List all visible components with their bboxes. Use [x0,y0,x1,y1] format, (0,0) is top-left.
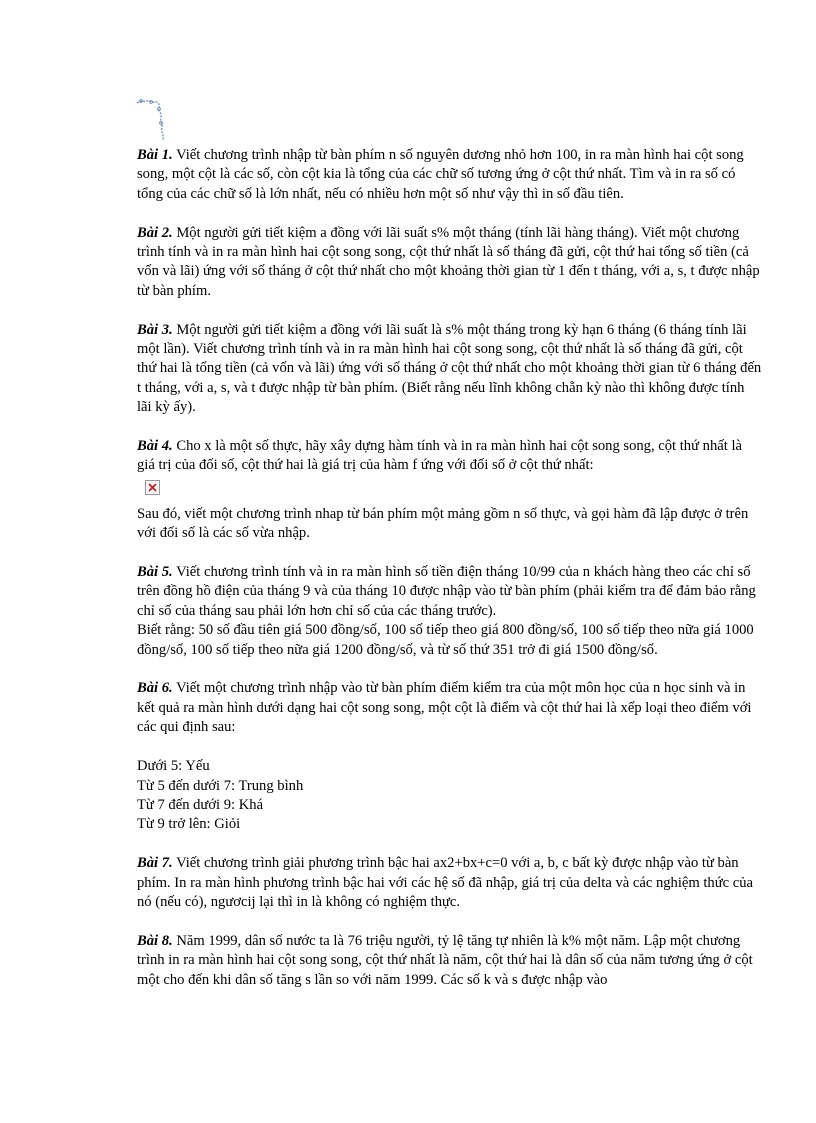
exercise-5 [137,563,762,621]
exercise-4-followup: Sau đó, viết một chương trình nhap từ bán phím một mảng gồm n số thực, và gọi hàm đã lập được ở trên với đối số là các số vừa nhập. [137,505,749,542]
decorative-corner-flourish [133,97,173,145]
exercise-5-pricing: Biết rằng: 50 số đầu tiên giá 500 đồng/số, 100 số tiếp theo giá 800 đồng/số, 100 số tiếp theo nữa giá 1000 đồng/số, 100 số tiếp theo nữa giá 1200 đồng/số, và từ số thứ 351 trở đi giá 1500 đồng/số. [137,622,754,658]
exercise-text: Một người gửi tiết kiệm a đồng với lãi suất s% một tháng (tính lãi hàng tháng). Viết một chương trình tính và in ra màn hình hai cột song song, cột thứ nhất là số tháng đã gửi, cột thứ hai tổng số tiền (cả vốn và lãi) ứng với số tháng ở cột thứ nhất cho một khoảng thời gian từ 1 đến t tháng, với a, s, t được nhập từ bàn phím. [137,224,760,299]
exercise-text: Năm 1999, dân số nước ta là 76 triệu người, tỷ lệ tăng tự nhiên là k% một năm. Lập một chương trình in ra màn hình hai cột song song, cột thứ nhất là năm, cột thứ hai là dân số của năm tương ứng ở cột một cho đến khi dân số tăng s lần so với năm 1999. Các số k và s được nhập vào [137,932,753,988]
exercise-text: Viết chương trình giải phương trình bậc hai ax2+bx+c=0 với a, b, c bất kỳ được nhập vào từ bàn phím. In ra màn hình phương trình bậc hai với các hệ số đã nhập, giá trị của delta và các nghiệm thức của nó (nếu có), ngươcij lại thì in là không có nghiệm thực. [137,855,754,910]
exercise-7 [137,854,762,912]
grade-item: Từ 9 trở lên: Giỏi [137,816,241,833]
exercise-label: Bài 5. [137,564,173,581]
exercise-1 [137,146,762,204]
exercise-label: Bài 6. [137,680,173,697]
broken-image-icon [145,480,160,495]
grade-item: Từ 7 đến dưới 9: Khá [137,796,264,813]
grade-item: Từ 5 đến dưới 7: Trung bình [137,777,304,794]
exercise-label: Bài 2. [137,224,173,241]
exercise-2 [137,224,762,302]
exercise-text: Viết một chương trình nhập vào từ bàn phím điểm kiểm tra của một môn học của n học sinh và in kết quả ra màn hình dưới dạng hai cột song song, một cột là điểm và cột thứ hai là xếp loại theo điểm với các qui định sau: [137,680,752,736]
exercise-6 [137,679,762,737]
exercise-label: Bài 7. [137,855,173,872]
exercise-3 [137,321,762,418]
exercise-label: Bài 3. [137,321,173,338]
grade-item: Dưới 5: Yếu [137,758,210,775]
exercise-text: Cho x là một số thực, hãy xây dựng hàm tính và in ra màn hình hai cột song song, cột thứ nhất là giá trị của đối số, cột thứ hai là giá trị của hàm f ứng với đối số ở cột thứ nhất: [137,438,742,474]
exercise-label: Bài 1. [137,147,173,163]
exercise-4 [137,437,762,476]
exercise-8 [137,932,762,990]
exercise-text: Một người gửi tiết kiệm a đồng với lãi suất là s% một tháng trong kỳ hạn 6 tháng (6 tháng tính lãi một lần). Viết chương trình tính và in ra màn hình hai cột song song, cột thứ nhất là số tháng đã gửi, cột thứ hai là tổng tiền (cả vốn và lãi) ứng với số tháng ở cột thứ nhất cho một khoảng thời gian từ 6 tháng đến t tháng, với a, s, và t được nhập từ bàn phím. (Biết rằng nếu lĩnh không chẵn kỳ nào thì không được tính lãi kỳ ấy). [137,321,762,416]
grade-list [137,757,762,835]
exercise-label: Bài 4. [137,438,173,455]
exercise-label: Bài 8. [137,932,173,949]
exercise-list [137,146,762,1009]
exercise-text: Viết chương trình tính và in ra màn hình số tiền điện tháng 10/99 của n khách hàng theo các chỉ số trên đồng hồ điện của tháng 9 và của tháng 10 được nhập vào từ bàn phím (phải kiểm tra để đảm bảo rằng chỉ số của tháng sau phải lớn hơn chỉ số của các tháng trước). [137,564,756,619]
exercise-text: Viết chương trình nhập từ bàn phím n số nguyên dương nhỏ hơn 100, in ra màn hình hai cột song song, một cột là các số, còn cột kia là tổng của các chữ số tương ứng ở cột thứ nhất. Tìm và in ra số có tổng của các chữ số là lớn nhất, nếu có nhiều hơn một số như vậy thì in số đầu tiên. [137,147,744,202]
